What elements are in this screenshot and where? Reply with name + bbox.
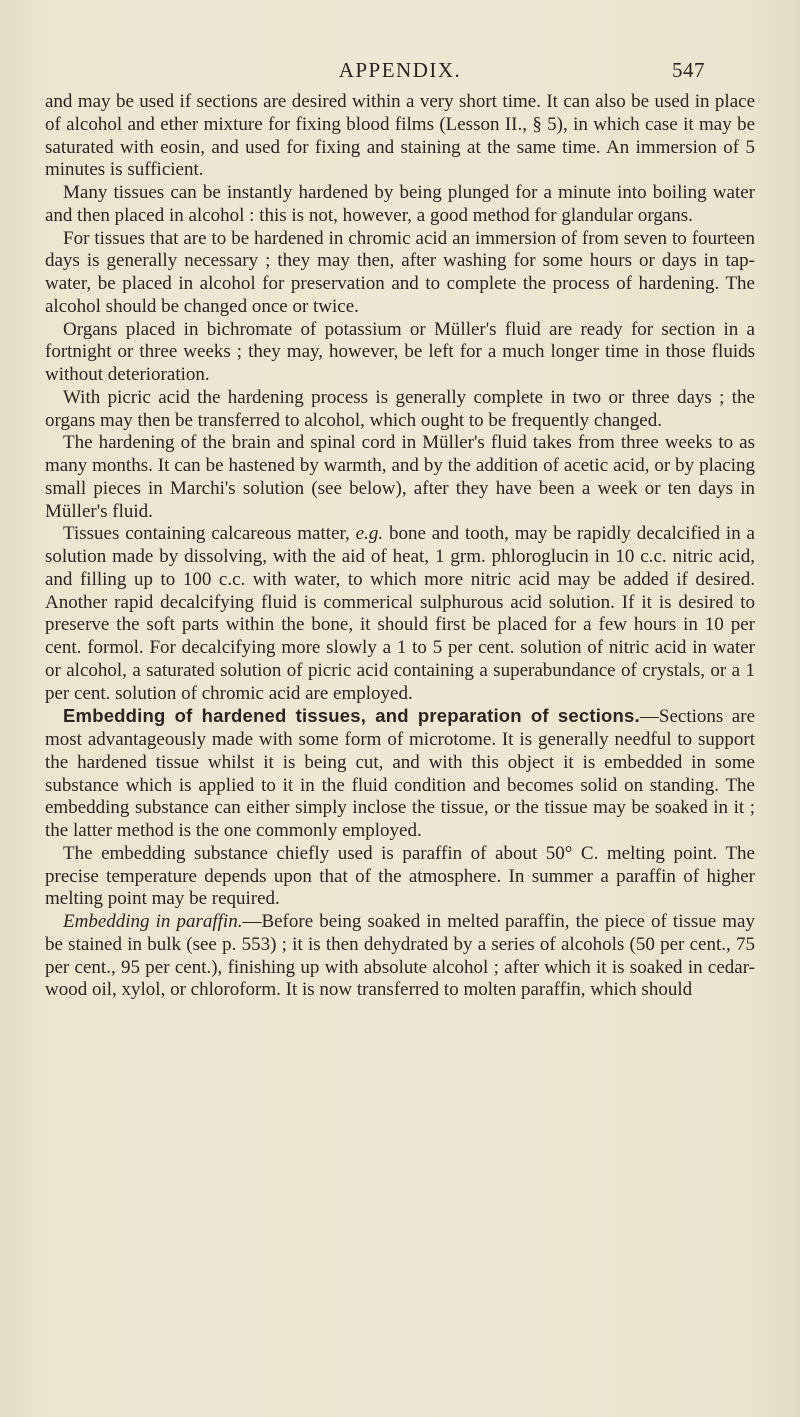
paragraph-embedding-in-paraffin (45, 911, 755, 1002)
paragraph-chromic-acid: For tissues that are to be hardened in chromic acid an immersion of from seven to fourteen days is generally necessary ; they may then, after washing for some hours or days in tap-water, be placed in alcohol for preservation and to complete the process of hardening. The alcohol should be changed once or twice. (45, 227, 755, 317)
paragraph-decalcification (45, 523, 755, 705)
embedding-intro-text: Sections are most advantageously made with some form of microtome. It is generally needful to support the hardened tissue whilst it is being cut, and with this object it is embedded in some substance which is applied to it in the fluid condition and becomes solid on standing. The embedding substance can either simply inclose the tissue, or the tissue may be soaked in it ; the latter method is the one commonly employed. (45, 706, 755, 841)
decalcification-eg: e.g. (355, 523, 384, 545)
paragraph-continuation: and may be used if sections are desired within a very short time. It can also be used in place of alcohol and ether mixture for fixing blood films (Lesson II., § 5), in which case it may be saturated with eosin, and used for fixing and staining at the same time. An immersion of 5 minutes is sufficient. (45, 91, 755, 181)
running-head: APPENDIX. (338, 58, 462, 82)
section-heading-embedding: Embedding of hardened tissues, and preparation of sections. (63, 705, 640, 727)
run-in-heading-paraffin: Embedding in paraffin. (63, 911, 243, 932)
paragraph-paraffin-melting: The embedding substance chiefly used is paraffin of about 50° C. melting point. The precise temperature depends upon that of the atmosphere. In summer a paraffin of higher melting point may be required. (45, 842, 755, 910)
decalcification-text-a: Tissues containing calcareous matter, (63, 523, 356, 545)
paragraph-picric-acid: With picric acid the hardening process is generally complete in two or three days ; the organs may then be transferred to alcohol, which ought to be frequently changed. (45, 386, 755, 431)
page-number: 547 (672, 58, 705, 82)
section-heading-dash: — (639, 706, 659, 728)
paragraph-embedding-intro (45, 705, 755, 843)
page-header (0, 58, 800, 84)
paragraph-brain-spinal-cord: The hardening of the brain and spinal cord in Müller's fluid takes from three weeks to as many months. It can be hastened by warmth, and by the addition of acetic acid, or by placing small pieces in Marchi's solution (see below), after they have been a week or ten days in Müller's fluid. (45, 432, 755, 522)
paragraph-boiling-water: Many tissues can be instantly hardened by being plunged for a minute into boiling water and then placed in alcohol : this is not, however, a good method for glandular organs. (45, 182, 755, 226)
body-text (45, 91, 755, 1002)
embedding-paraffin-text: —Before being soaked in melted paraffin, the piece of tissue may be stained in bulk (see p. 553) ; it is then dehydrated by a series of alcohols (50 per cent., 75 per cent., 95 per cent.), finishing up with absolute alcohol ; after which it is soaked in cedar-wood oil, xylol, or chloroform. It is now transferred to molten paraffin, which should (45, 911, 755, 1001)
paragraph-bichromate: Organs placed in bichromate of potassium or Müller's fluid are ready for section in a fortnight or three weeks ; they may, however, be left for a much longer time in those fluids without deterioration. (45, 318, 755, 385)
decalcification-text-b: bone and tooth, may be rapidly decalcified in a solution made by dissolving, with the aid of heat, 1 grm. phloroglucin in 10 c.c. nitric acid, and filling up to 100 c.c. with water, to which more nitric acid may be added if desired. Another rapid decalcifying fluid is commerical sulphurous acid solution. If it is desired to preserve the soft parts within the bone, it should first be placed for a few hours in 10 per cent. formol. For decalcifying more slowly a 1 to 5 per cent. solution of nitric acid in water or alcohol, a saturated solution of picric acid containing a superabundance of crystals, or a 1 per cent. solution of chromic acid are employed. (45, 523, 755, 704)
